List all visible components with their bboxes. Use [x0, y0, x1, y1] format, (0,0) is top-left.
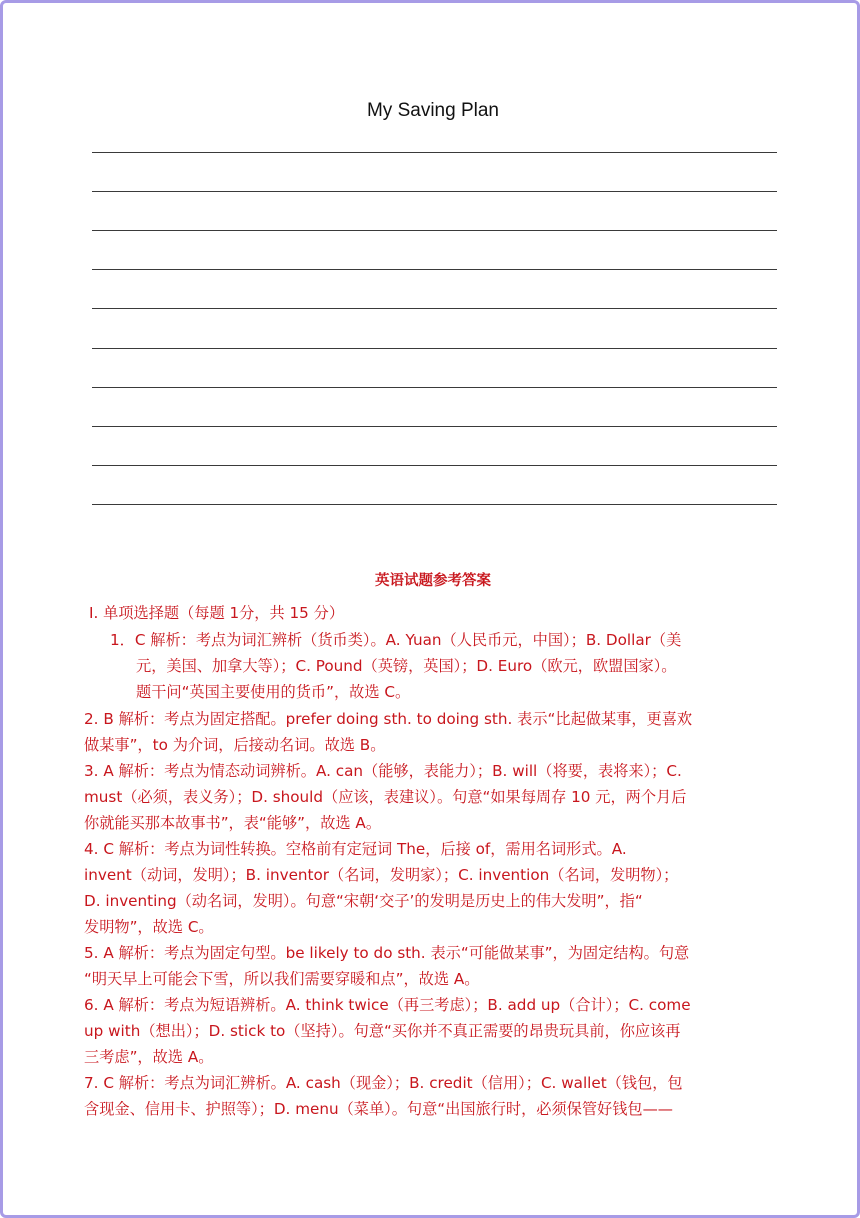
- answer-item-4-line: 发明物”，故选 C。: [84, 918, 214, 936]
- answer-item-5-line: “明天早上可能会下雪，所以我们需要穿暖和点”，故选 A。: [84, 970, 480, 988]
- answer-item-6-line: up with（想出）；D. stick to（坚持）。句意“买你并不真正需要的昂贵玩具前，你应该再: [84, 1022, 681, 1040]
- answer-item-4-line: 4. C 解析：考点为词性转换。空格前有定冠词 The，后接 of，需用名词形式。A.: [84, 840, 627, 858]
- writing-line: [92, 152, 777, 153]
- writing-line: [92, 504, 777, 505]
- answer-item-3-line: 你就能买那本故事书”，表“能够”，故选 A。: [84, 814, 382, 832]
- answer-item-4-line: invent（动词，发明）；B. inventor（名词，发明家）；C. invention（名词，发明物）；: [84, 866, 679, 884]
- writing-line: [92, 230, 777, 231]
- answer-item-6-line: 6. A 解析：考点为短语辨析。A. think twice（再三考虑）；B. add up（合计）；C. come: [84, 996, 691, 1014]
- answer-key-title: 英语试题参考答案: [375, 573, 491, 589]
- answer-item-2-line: 做某事”，to 为介词，后接动名词。故选 B。: [84, 736, 386, 754]
- answer-item-5-line: 5. A 解析：考点为固定句型。be likely to do sth. 表示“可能做某事”，为固定结构。句意: [84, 944, 690, 962]
- answer-item-1-line: 题干问“英国主要使用的货币”，故选 C。: [136, 683, 411, 701]
- answer-item-1-line: 元，美国、加拿大等）；C. Pound（英镑，英国）；D. Euro（欧元，欧盟国家）。: [136, 657, 677, 675]
- writing-line: [92, 308, 777, 309]
- page-title: My Saving Plan: [366, 100, 499, 121]
- writing-line: [92, 426, 777, 427]
- answer-item-2-line: 2. B 解析：考点为固定搭配。prefer doing sth. to doing sth. 表示“比起做某事，更喜欢: [84, 710, 693, 728]
- answer-item-7-line: 7. C 解析：考点为词汇辨析。A. cash（现金）；B. credit（信用）；C. wallet（钱包，包: [84, 1074, 683, 1092]
- section-heading: Ⅰ. 单项选择题（每题 1分，共 15 分）: [89, 604, 345, 622]
- writing-line: [92, 348, 777, 349]
- answer-item-4-line: D. inventing（动名词，发明）。句意“宋朝‘交子’的发明是历史上的伟大发明”，指“: [84, 892, 643, 910]
- writing-line: [92, 387, 777, 388]
- answer-item-1-line: 1．C 解析：考点为词汇辨析（货币类）。A. Yuan（人民币元，中国）；B. Dollar（美: [110, 631, 682, 649]
- answer-item-3-line: 3. A 解析：考点为情态动词辨析。A. can（能够，表能力）；B. will（将要，表将来）；C.: [84, 762, 682, 780]
- writing-line: [92, 269, 777, 270]
- writing-line: [92, 191, 777, 192]
- answer-item-7-line: 含现金、信用卡、护照等）；D. menu（菜单）。句意“出国旅行时，必须保管好钱包——: [84, 1100, 673, 1118]
- answer-item-3-line: must（必须，表义务）；D. should（应该，表建议）。句意“如果每周存 10 元，两个月后: [84, 788, 687, 806]
- writing-line: [92, 465, 777, 466]
- answer-item-6-line: 三考虑”，故选 A。: [84, 1048, 214, 1066]
